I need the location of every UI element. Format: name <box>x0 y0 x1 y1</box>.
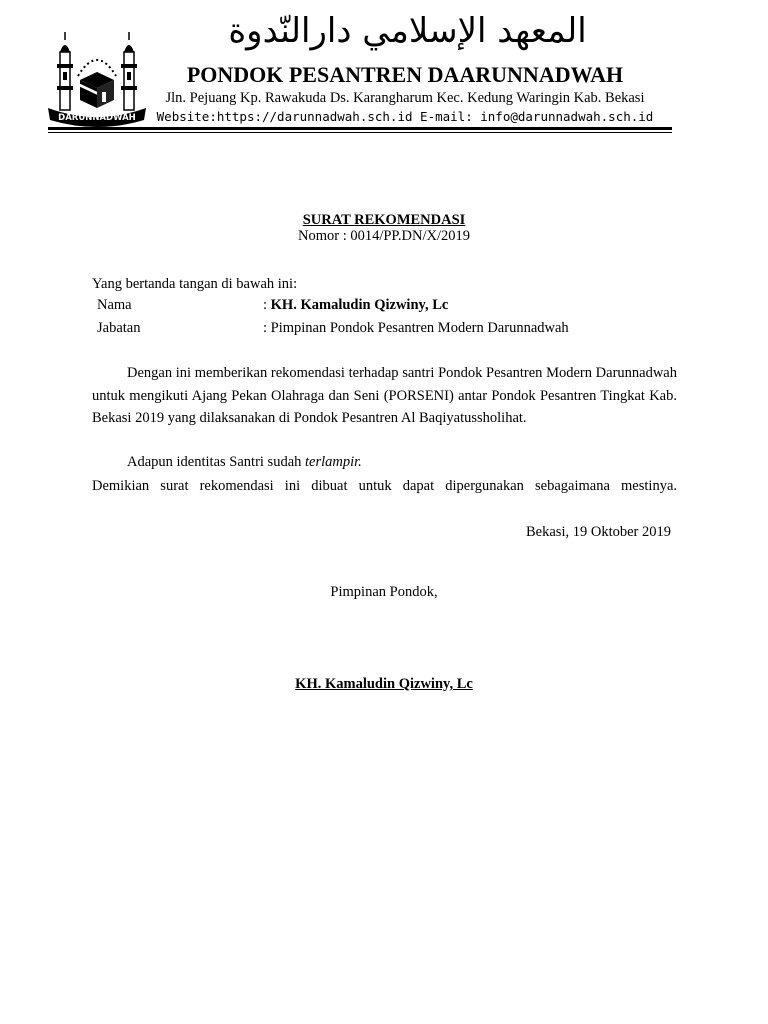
school-address: Jln. Pejuang Kp. Rawakuda Ds. Karangharum Kec. Kedung Waringin Kab. Bekasi <box>165 90 645 106</box>
letter-intro: Yang bertanda tangan di bawah ini: <box>92 276 298 292</box>
letter-title-block <box>92 212 676 244</box>
logo-banner-text: DARUNNADWAH <box>58 113 136 123</box>
attachment-note <box>127 452 362 472</box>
arabic-school-name: المعهد الإسلامي دارالنّدوة <box>228 11 587 51</box>
field-value <box>263 295 448 315</box>
field-label: Nama <box>97 297 132 313</box>
place-date: Bekasi, 19 Oktober 2019 <box>526 524 671 540</box>
signer-position: Pimpinan Pondok Pesantren Modern Darunnadwah <box>270 320 569 336</box>
signature-name: KH. Kamaludin Qizwiny, Lc <box>295 676 473 692</box>
header-divider-thick <box>48 127 672 130</box>
field-value <box>263 318 569 338</box>
school-name: PONDOK PESANTREN DAARUNNADWAH <box>186 62 624 87</box>
field-label: Jabatan <box>97 320 141 336</box>
body-paragraph: Dengan ini memberikan rekomendasi terhadap santri Pondok Pesantren Modern Darunnadwah untuk mengikuti Ajang Pekan Olahraga dan Seni (PORSENI) antar Pondok Pesantren Tingkat Kab. Bekasi 2019 yang dilaksanakan di Pondok Pesantren Al Baqiyatussholihat. <box>92 365 677 426</box>
signer-name: KH. Kamaludin Qizwiny, Lc <box>270 297 449 313</box>
closing-statement: Demikian surat rekomendasi ini dibuat untuk dapat dipergunakan sebagaimana mestinya. <box>92 478 677 494</box>
left-minaret-icon <box>57 32 73 110</box>
letter-number: Nomor : 0014/PP.DN/X/2019 <box>297 228 470 244</box>
school-contact: Website:https://darunnadwah.sch.id E-mail: info@darunnadwah.sch.id <box>156 109 654 124</box>
letter-title: SURAT REKOMENDASI <box>302 212 466 228</box>
field-separator: : <box>263 297 271 313</box>
signature-role: Pimpinan Pondok, <box>330 584 438 600</box>
kaaba-icon <box>80 72 114 108</box>
attachment-note-text: Adapun identitas Santri sudah <box>127 454 306 470</box>
header-divider-thin <box>48 132 672 133</box>
field-separator: : <box>263 320 271 336</box>
right-minaret-icon <box>121 32 137 110</box>
school-logo <box>44 30 150 130</box>
attachment-note-italic: terlampir. <box>305 454 362 470</box>
